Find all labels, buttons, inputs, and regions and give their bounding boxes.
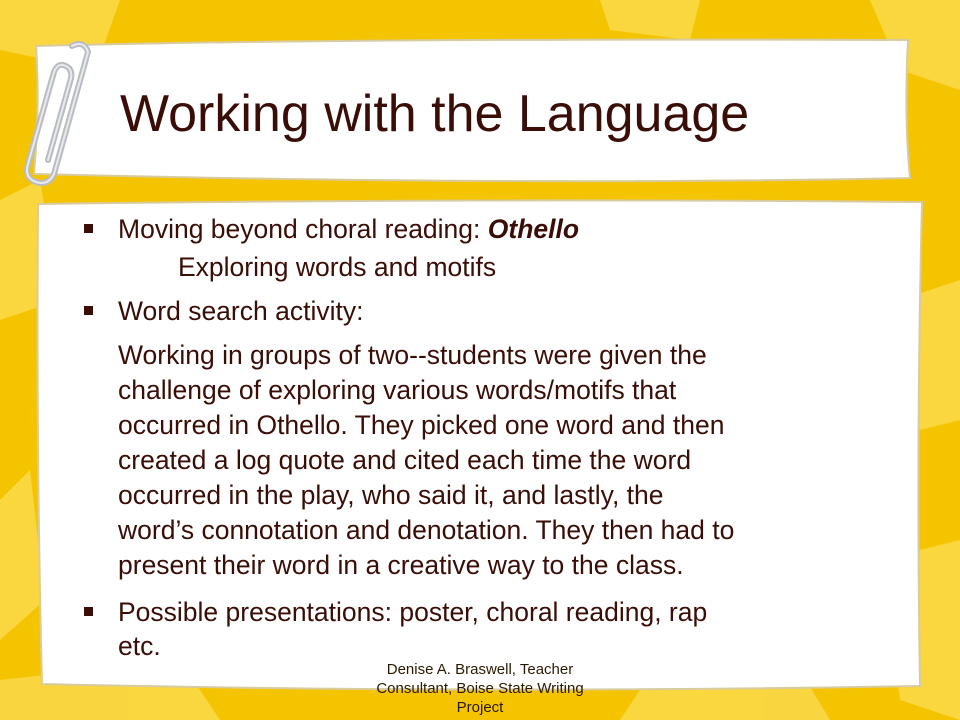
sub-item-text: Exploring words and motifs	[178, 252, 497, 282]
bullet-item	[84, 595, 884, 629]
paragraph-line: created a log quote and cited each time the word	[118, 445, 692, 475]
bullet-continuation: etc.	[118, 631, 161, 661]
footer-credit	[330, 660, 630, 717]
paragraph-line: challenge of exploring various words/motifs that	[118, 375, 677, 405]
footer-line: Consultant, Boise State Writing	[376, 680, 584, 697]
paperclip-icon	[14, 36, 94, 186]
sub-item	[84, 250, 884, 294]
bullet-text: Word search activity:	[118, 296, 364, 326]
paragraph-line: Working in groups of two--students were given the	[118, 340, 707, 370]
paragraph-line: word’s connotation and denotation. They then had to	[118, 515, 735, 545]
footer-line: Project	[456, 699, 504, 716]
bullet-text: Moving beyond choral reading:	[118, 214, 488, 244]
paragraph-line: occurred in Othello. They picked one word and then	[118, 410, 725, 440]
bullet-marker	[84, 224, 93, 233]
play-title: Othello	[487, 214, 580, 244]
bullet-marker	[84, 306, 93, 315]
paragraph-line: occurred in the play, who said it, and lastly, the	[118, 480, 664, 510]
bullet-marker	[84, 607, 93, 616]
activity-description	[118, 338, 884, 583]
bullet-item	[84, 294, 884, 338]
bullet-text: Possible presentations: poster, choral reading, rap	[118, 597, 708, 627]
bullet-list	[84, 212, 884, 664]
paragraph-line: present their word in a creative way to the class.	[118, 550, 684, 580]
slide-title: Working with the Language	[120, 85, 750, 143]
bullet-item	[84, 212, 884, 250]
footer-line: Denise A. Braswell, Teacher	[386, 661, 574, 678]
